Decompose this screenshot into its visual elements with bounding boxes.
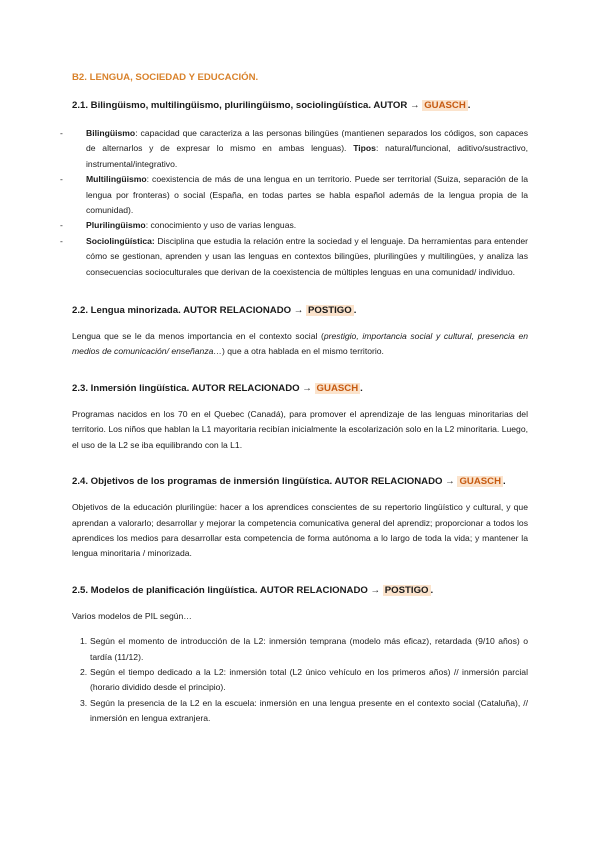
list-number: 3. [80,697,88,708]
section-title: B2. LENGUA, SOCIEDAD Y EDUCACIÓN. [72,72,259,83]
definition: : natural/funcional, aditivo/sustractivo, instrumental/integrativo. [86,143,529,169]
definitions-list [60,126,529,280]
paragraph: Objetivos de la educación plurilingüe: hacer a los aprendices conscientes de su repertorio lingüístico y cultural, y que aprendan a valorarlo; desarrollar y mejorar la competencia comunicativa general del aprendiz; proporcionar a todos los aprendices los medios para desarrollar esta competencia de forma autónoma a lo largo de toda la vida; y mantener la lengua minoritaria / minorizada. [72,502,528,559]
heading-text: 2.2. Lengua minorizada. AUTOR RELACIONADO → [72,305,307,317]
heading-end: . [353,305,357,317]
heading-end: . [430,584,434,596]
paragraph: Programas nacidos en los 70 en el Quebec (Canadá), para promover el aprendizaje de las lenguas minoritarias del territorio. Los niños que hablan la L1 mayoritaria recibían inicialmente la escolarización solo en la L2 minoritaria. Luego, el uso de la L2 se iba equilibrando con la L1. [72,408,528,450]
dash-bullet: - [60,220,63,231]
list-item [80,696,528,727]
list-item [60,126,529,172]
paragraph: Varios modelos de PIL según… [72,610,192,621]
list-text: Según la presencia de la L2 en la escuela: inmersión en una lengua presente en el contexto social (Cataluña), // inmersión en lengua extranjera. [90,697,528,724]
term: Bilingüismo [86,128,136,138]
heading-2-3 [72,382,528,395]
paragraph-text: ) que a otra hablada en el mismo territorio. [222,346,384,357]
list-item [60,218,528,233]
author-highlight: GUASCH [424,100,466,111]
definition: conocimiento y uso de varias lenguas. [150,220,297,231]
author-highlight: GUASCH [459,476,502,488]
heading-2-5 [72,584,528,597]
paragraph [72,329,528,360]
heading-text: 2.5. Modelos de planificación lingüística. AUTOR RELACIONADO → [72,584,383,596]
paragraph-italic: prestigio, importancia social y cultural, presencia en medios de comunicación/ enseñanza… [72,331,529,357]
dash-bullet: - [60,235,63,246]
term: Plurilingüismo [86,220,146,231]
heading-end: . [503,476,506,488]
dash-bullet: - [60,128,63,138]
document-body [60,72,529,727]
author-highlight: GUASCH [316,382,359,394]
list-item [80,665,528,696]
list-item [80,634,528,665]
heading-text: 2.3. Inmersión lingüística. AUTOR RELACIONADO → [72,382,315,394]
heading-text: 2.1. Bilingüismo, multilingüismo, plurilingüismo, sociolingüística. AUTOR → [72,100,423,111]
term-sep: : [135,128,141,138]
definition: coexistencia de más de una lengua en un territorio. Puede ser territorial (Suiza, separación de la lengua por fronteras) o social (España, en todas partes se habla español además de la lengua propia de la comunidad). [86,174,528,216]
term: Sociolingüística: [86,235,155,246]
list-number: 1. [80,636,88,647]
list-text: Según el tiempo dedicado a la L2: inmersión total (L2 único vehículo en los primeros años) // inmersión parcial (horario dividido desde el principio). [90,666,528,693]
heading-2-2 [72,304,528,317]
heading-text: 2.4. Objetivos de los programas de inmersión lingüística. AUTOR RELACIONADO → [72,476,458,488]
term-sep: : [145,220,151,231]
heading-end: . [360,382,363,394]
author-highlight: POSTIGO [384,584,429,596]
list-item [60,172,528,218]
models-list [72,634,528,726]
list-number: 2. [80,666,88,677]
heading-2-4 [72,475,528,488]
definition: Disciplina que estudia la relación entre la sociedad y el lenguaje. Da herramientas para entender cómo se gestionan, aprenden y usan las lenguas en contextos bilingües, plurilingües y multilingües, y analiza las consecuencias socioculturales que derivan de la coexistencia de múltiples lenguas en una comunidad/ individuo. [86,235,528,277]
definition: capacidad que caracteriza a las personas bilingües (mantienen separados los códigos, son capaces de alternarlos y de expresar lo mismo en ambas lenguas). [86,128,528,154]
list-text: Según el momento de introducción de la L2: inmersión temprana (modelo más eficaz), retardada (9/10 años) o tardía (11/12). [90,636,528,662]
term-sep: : [146,174,153,185]
paragraph-text: Lengua que se le da menos importancia en el contexto social ( [72,331,324,342]
heading-end: . [467,100,471,111]
heading-2-1 [72,99,528,112]
author-highlight: POSTIGO [308,305,352,317]
term: Multilingüismo [86,174,147,185]
dash-bullet: - [60,174,63,185]
term: Tipos [353,143,376,154]
list-item [60,234,528,280]
